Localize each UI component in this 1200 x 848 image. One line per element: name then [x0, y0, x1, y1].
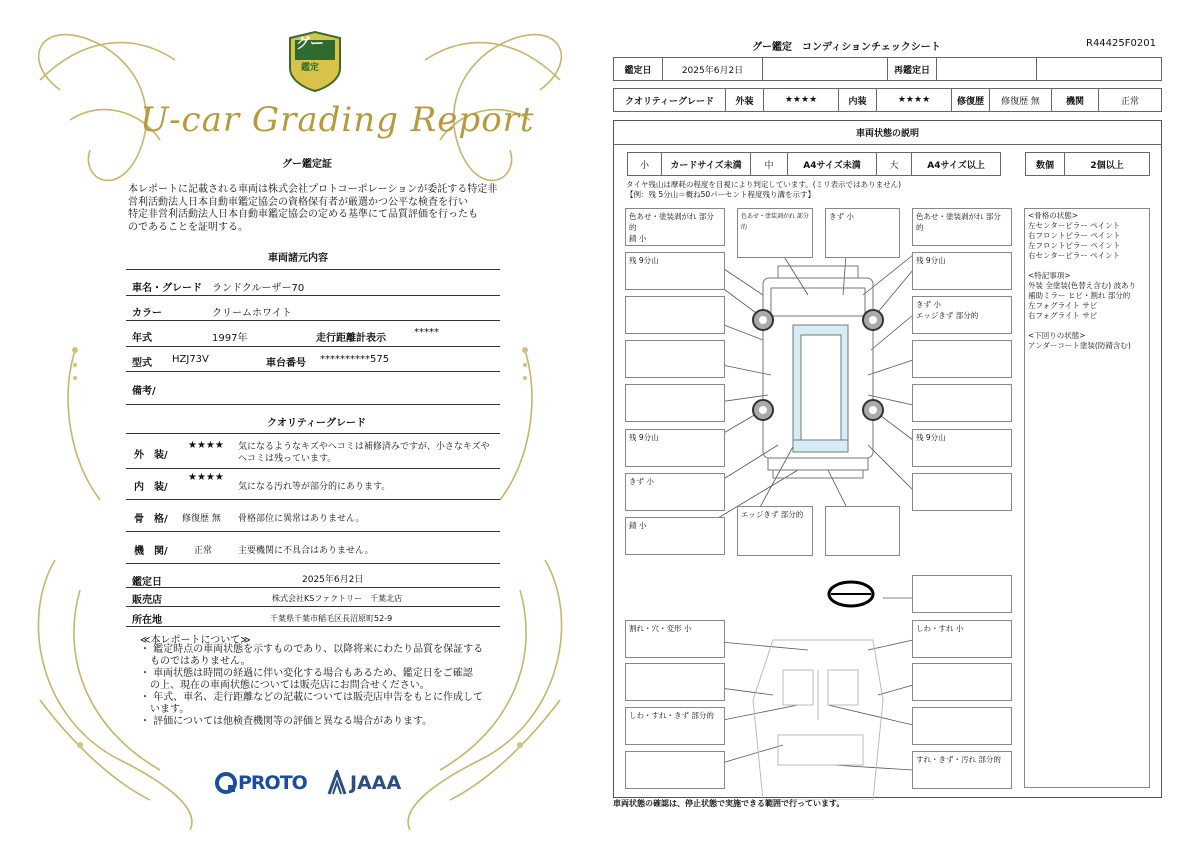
color-value: クリームホワイト	[212, 308, 292, 319]
exterior-label: 外 装/	[134, 450, 168, 461]
dealer-value: 株式会社KSファクトリー 千葉北店	[272, 594, 403, 603]
detail-box-b4: 残 9分山	[912, 252, 1012, 290]
repair-value: 修復歴 無	[989, 88, 1052, 112]
detail-box-j4	[912, 663, 1012, 701]
detail-box-d1	[625, 340, 725, 378]
detail-box-g1: きず 小	[625, 473, 725, 511]
detail-box-a2: 色あせ・塗装剥がれ 部分的	[737, 208, 813, 258]
reinspect-value	[936, 57, 1037, 81]
detail-box-e4	[912, 384, 1012, 422]
detail-box-a3: きず 小	[825, 208, 900, 258]
detail-box-h1: 錆 小	[625, 517, 725, 555]
detail-box-h2: エッジきず 部分的	[737, 506, 813, 556]
detail-box-i4: しわ・すれ 小	[912, 620, 1012, 658]
size-mid-desc: A4サイズ未満	[787, 152, 877, 176]
size-count: 数個	[1025, 152, 1065, 176]
ext-stars: ★★★★	[763, 88, 839, 112]
date-label: 鑑定日	[132, 577, 162, 588]
interior-text: 気になる汚れ等が部分的にあります。	[238, 482, 391, 492]
notes-panel: <骨格の状態> 左センターピラー ペイント 右フロントピラー ペイント 左フロントピラー ペイント 右センターピラー ペイント <特記事項> 外装 全塗装(色替え含む) 波あり 補助ミラー ヒビ・割れ 部分的 左フォグライト サビ 右フォグライト サビ <下回りの状態> アンダーコート塗装(防錆含む)	[1024, 208, 1150, 788]
quality-title: クオリティーグレード	[267, 418, 366, 429]
sheet-ref: R44425F0201	[1086, 38, 1156, 49]
detail-box-d4	[912, 340, 1012, 378]
detail-box-j1	[625, 663, 725, 701]
frame-value: 修復歴 無	[182, 514, 221, 524]
size-large: 大	[876, 152, 912, 176]
detail-box-k1: しわ・すれ・きず 部分的	[625, 707, 725, 745]
car-name-label: 車名・グレード	[132, 283, 202, 294]
script-title: U-car Grading Report	[140, 100, 535, 140]
chassis-label: 車台番号	[266, 358, 306, 369]
sheet-title: グー鑑定 コンディションチェックシート	[752, 42, 941, 53]
jaaa-logo-text: JAAA	[350, 772, 402, 794]
notes-title: ≪本レポートについて≫	[140, 635, 251, 646]
tire-note: タイヤ残山は摩耗の程度を目視により判定しています。(ミリ表示ではありません) 【例：残 5分山＝概ね50パーセント程度残り溝を示す】	[626, 180, 902, 199]
size-small-desc: カードサイズ未満	[661, 152, 751, 176]
chassis-value: **********575	[320, 354, 390, 365]
date-label: 鑑定日	[613, 57, 663, 81]
date-value: 2025年6月2日	[662, 57, 763, 81]
exterior-stars: ★★★★	[188, 440, 224, 451]
year-value: 1997年	[212, 333, 248, 344]
interior-label: 内 装/	[134, 482, 168, 493]
detail-box-i1: 割れ・穴・変形 小	[625, 620, 725, 658]
reinspect-blank	[1036, 57, 1162, 81]
detail-box-a4: 色あせ・塗装剥がれ 部分的	[912, 208, 1012, 246]
remarks-label: 備考/	[132, 386, 156, 397]
frame-label: 骨 格/	[134, 514, 168, 525]
cert-text: 本レポートに記載される車両は株式会社プロトコーポレーションが委託する特定非 営利活動法人日本自動車鑑定協会の資格保有者が厳選かつ公平な検査を行い 特定非営利活動法人日本自動車鑑定協会の定める基準にて品質評価を行ったも のであることを証明する。	[128, 184, 498, 233]
detail-box-a1: 色あせ・塗装剥がれ 部分的 錆 小	[625, 208, 725, 246]
size-large-desc: A4サイズ以上	[911, 152, 1001, 176]
detail-box-c1	[625, 296, 725, 334]
reinspect-label: 再鑑定日	[887, 57, 937, 81]
engine-label: 機 関/	[134, 546, 168, 557]
color-label: カラー	[132, 308, 162, 319]
engine-value: 正常	[194, 546, 213, 556]
int-stars: ★★★★	[876, 88, 952, 112]
proto-logo-text: PROTO	[238, 772, 307, 794]
sheet-footer: 車両状態の確認は、停止状態で実施できる範囲で行っています。	[613, 799, 845, 808]
engine-value: 正常	[1098, 88, 1162, 112]
mileage-label: 走行距離計表示	[316, 333, 386, 344]
dealer-label: 販売店	[132, 595, 162, 606]
cert-title: グー鑑定証	[282, 159, 332, 170]
year-label: 年式	[132, 333, 152, 344]
exterior-text: 気になるようなキズやヘコミは補修済みですが、小さなキズや ヘコミは残っています。	[238, 442, 490, 464]
notes-list: ・ 鑑定時点の車両状態を示すものであり、以降将来にわたり品質を保証する ものではありません。 ・ 車両状態は時間の経過に伴い変化する場合もあるため、鑑定日をご確認 の上、現在の車両状態については販売店にお問合せください。 ・ 年式、車名、走行距離などの記載については販売店申告をもとに作成して います。 ・ 評価については他検査機関等の評価と異なる場合があります。	[140, 644, 484, 727]
engine-text: 主要機関に不具合はありません。	[238, 546, 374, 556]
detail-box-m4: すれ・きず・汚れ 部分的	[912, 751, 1012, 789]
detail-box-l1	[625, 751, 725, 789]
detail-box-f1: 残 9分山	[625, 429, 725, 467]
frame-text: 骨格部位に異常はありません。	[238, 514, 365, 524]
detail-box-b1: 残 9分山	[625, 252, 725, 290]
detail-box-steering	[912, 575, 1012, 613]
int-label: 内装	[838, 88, 877, 112]
steering-wheel-icon	[829, 582, 873, 606]
spec-title: 車両諸元内容	[268, 253, 328, 264]
date-value: 2025年6月2日	[302, 575, 364, 585]
size-count-desc: 2個以上	[1064, 152, 1150, 176]
car-name-value: ランドクルーザー70	[212, 283, 305, 294]
address-value: 千葉県千葉市稲毛区長沼原町52-9	[270, 614, 393, 623]
detail-box-c4: きず 小 エッジきず 部分的	[912, 296, 1012, 334]
detail-box-h3	[825, 506, 900, 556]
jaaa-logo-icon	[327, 770, 347, 796]
detail-box-f4: 残 9分山	[912, 429, 1012, 467]
size-small: 小	[627, 152, 662, 176]
date-blank	[762, 57, 888, 81]
interior-stars: ★★★★	[188, 472, 224, 483]
detail-box-g4	[912, 473, 1012, 511]
engine-label: 機関	[1051, 88, 1099, 112]
mileage-value: *****	[414, 327, 439, 338]
model-value: HZJ73V	[172, 354, 209, 365]
detail-box-k4	[912, 707, 1012, 745]
ext-label: 外装	[725, 88, 764, 112]
section-title: 車両状態の説明	[613, 120, 1162, 145]
size-mid: 中	[750, 152, 788, 176]
address-label: 所在地	[132, 615, 162, 626]
badge-top-text: グー	[296, 36, 324, 52]
detail-box-e1	[625, 384, 725, 422]
proto-logo-icon	[214, 771, 238, 795]
badge-bottom-text: 鑑定	[301, 63, 320, 73]
model-label: 型式	[132, 358, 152, 369]
repair-label: 修復歴	[951, 88, 990, 112]
qg-label: クオリティーグレード	[613, 88, 726, 112]
